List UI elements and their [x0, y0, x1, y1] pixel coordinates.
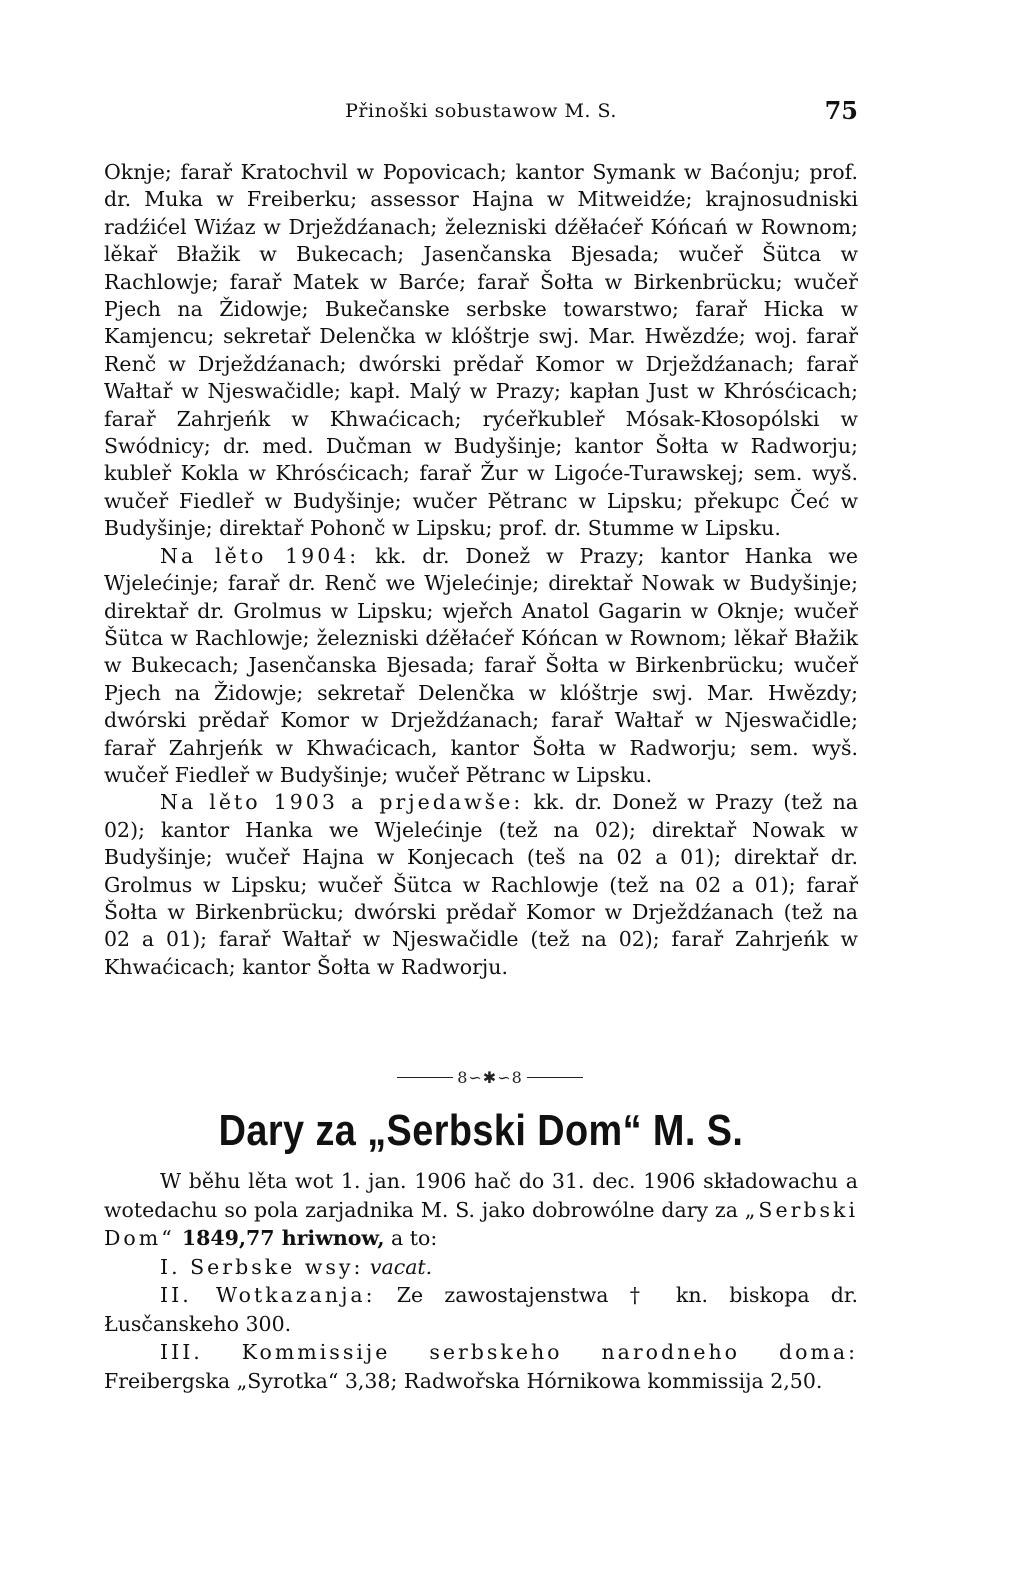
intro-serbski-dom: „Serbski Dom“	[104, 1197, 858, 1250]
paragraph-continued: Oknje; farař Kratochvil w Popovicach; kantor Symank w Baćonju; prof. dr. Muka w Freiberku; assessor Hajna w Mitweidźe; krajnosudniski radźićel Wiźaz w Drježdźanach; železniski dźěłaćeř Kóńcań w Rownom; lěkař Błažik w Bukecach; Jasenčanska Bjesada; wučeř Šütca w Rachlowje; farař Matek w Barće; farař Šołta w Birkenbrücku; wučeř Pjech na Židowje; Bukečanske serbske towarstwo; farař Hicka w Kamjencu; sekretař Delenčka w klóštrje swj. Mar. Hwězdźe; woj. farař Renč w Drježdźanach; dwórski prědař Komor w Drježdźanach; farař Wałtař w Njeswačidle; kapł. Malý w Prazy; kapłan Just w Khrósćicach; farař Zahrjeńk w Khwaćicach; ryćeřkubleř Mósak-Kłosopólski w Swódnicy; dr. med. Dučman w Budyšinje; kantor Šołta w Radworju; kubleř Kokla w Khrósćicach; farař Žur w Ligoće-Turawskej; sem. wyš. wučeř Fiedleř w Budyšinje; wučer Pětranc w Lipsku; překupc Čeć w Budyšinje; direktař Pohonč w Lipsku; prof. dr. Stumme w Lipsku.	[104, 160, 858, 541]
divider-line-left	[397, 1077, 453, 1078]
intro-text-1: W běhu lěta wot 1. jan. 1906 hač do 31. dec. 1906 składowachu a wotedachu so pola zarjadnika M. S. jako dobrowólne dary za	[104, 1169, 858, 1222]
intro-text-2: a to:	[384, 1226, 438, 1250]
donations-section	[104, 1167, 858, 1395]
section-divider-ornament	[380, 1067, 600, 1087]
item3-label: III. Kommissije serbskeho narodneho doma:	[160, 1340, 858, 1364]
item1-value: vacat.	[369, 1254, 433, 1279]
year-1904-heading: Na lěto 1904:	[160, 543, 360, 568]
paragraph-1903	[104, 789, 858, 981]
list-item-serbske-wsy	[104, 1253, 858, 1282]
year-1904-text: kk. dr. Donež w Prazy; kantor Hanka we Wjelećinje; farař dr. Renč we Wjelećinje; direktař Nowak w Budyšinje; direktař dr. Grolmus w Lipsku; wjeřch Anatol Gagarin w Oknje; wučeř Šütca w Rachlowje; železniski dźěłaćeř Kóńcan w Rownom; lěkař Błažik w Bukecach; Jasenčanska Bjesada; farař Šołta w Birkenbrücku; wučeř Pjech na Židowje; sekretař Delenčka w klóštrje swj. Mar. Hwězdy; dwórski prědař Komor w Drježdźanach; farař Wałtař w Njeswačidle; farař Zahrjeńk w Khwaćicach, kantor Šołta w Radworju; sem. wyš. wučeř Fiedleř w Budyšinje; wučeř Pětranc w Lipsku.	[104, 543, 858, 787]
donations-intro	[104, 1167, 858, 1253]
item2-label: II. Wotkazanja:	[160, 1283, 376, 1307]
list-item-wotkazanja	[104, 1281, 858, 1338]
ornament-knot: 8∽✱∽8	[457, 1068, 523, 1087]
year-1903-text: kk. dr. Donež w Prazy (tež na 02); kantor Hanka we Wjelećinje (tež na 02); direktař Nowak w Budyšinje; wučeř Hajna w Konjecach (teš na 02 a 01); direktař dr. Grolmus w Lipsku; wučeř Šütca w Rachlowje (tež na 02 a 01); farař Šołta w Birkenbrücku; dwórski prědař Komor w Drježdźanach (tež na 02 a 01); farař Wałtař w Njeswačidle (tež na 02); farař Zahrjeńk w Khwaćicach; kantor Šołta w Radworju.	[104, 790, 858, 979]
item1-label: I. Serbske wsy:	[160, 1254, 364, 1279]
page-header	[104, 96, 858, 134]
section-title: Dary za „Serbski Dom“ M. S.	[218, 1106, 744, 1155]
intro-total-amount: 1849,77 hriwnow,	[174, 1226, 385, 1250]
year-1903-heading: Na lěto 1903 a prjedawše:	[160, 790, 524, 815]
paragraph-1904	[104, 543, 858, 790]
item3-text: Freibergska „Syrotka“ 3,38; Radwořska Hórnikowa kommissija 2,50.	[104, 1368, 823, 1393]
page-number: 75	[824, 96, 858, 125]
divider-line-right	[527, 1077, 583, 1078]
item2-text: Ze zawostajenstwa † kn. biskopa dr. Łusčanskeho 300.	[104, 1283, 858, 1336]
list-item-kommissije	[104, 1338, 858, 1395]
donor-list-text	[104, 159, 858, 981]
running-title: Přinoški sobustawow M. S.	[345, 100, 617, 122]
